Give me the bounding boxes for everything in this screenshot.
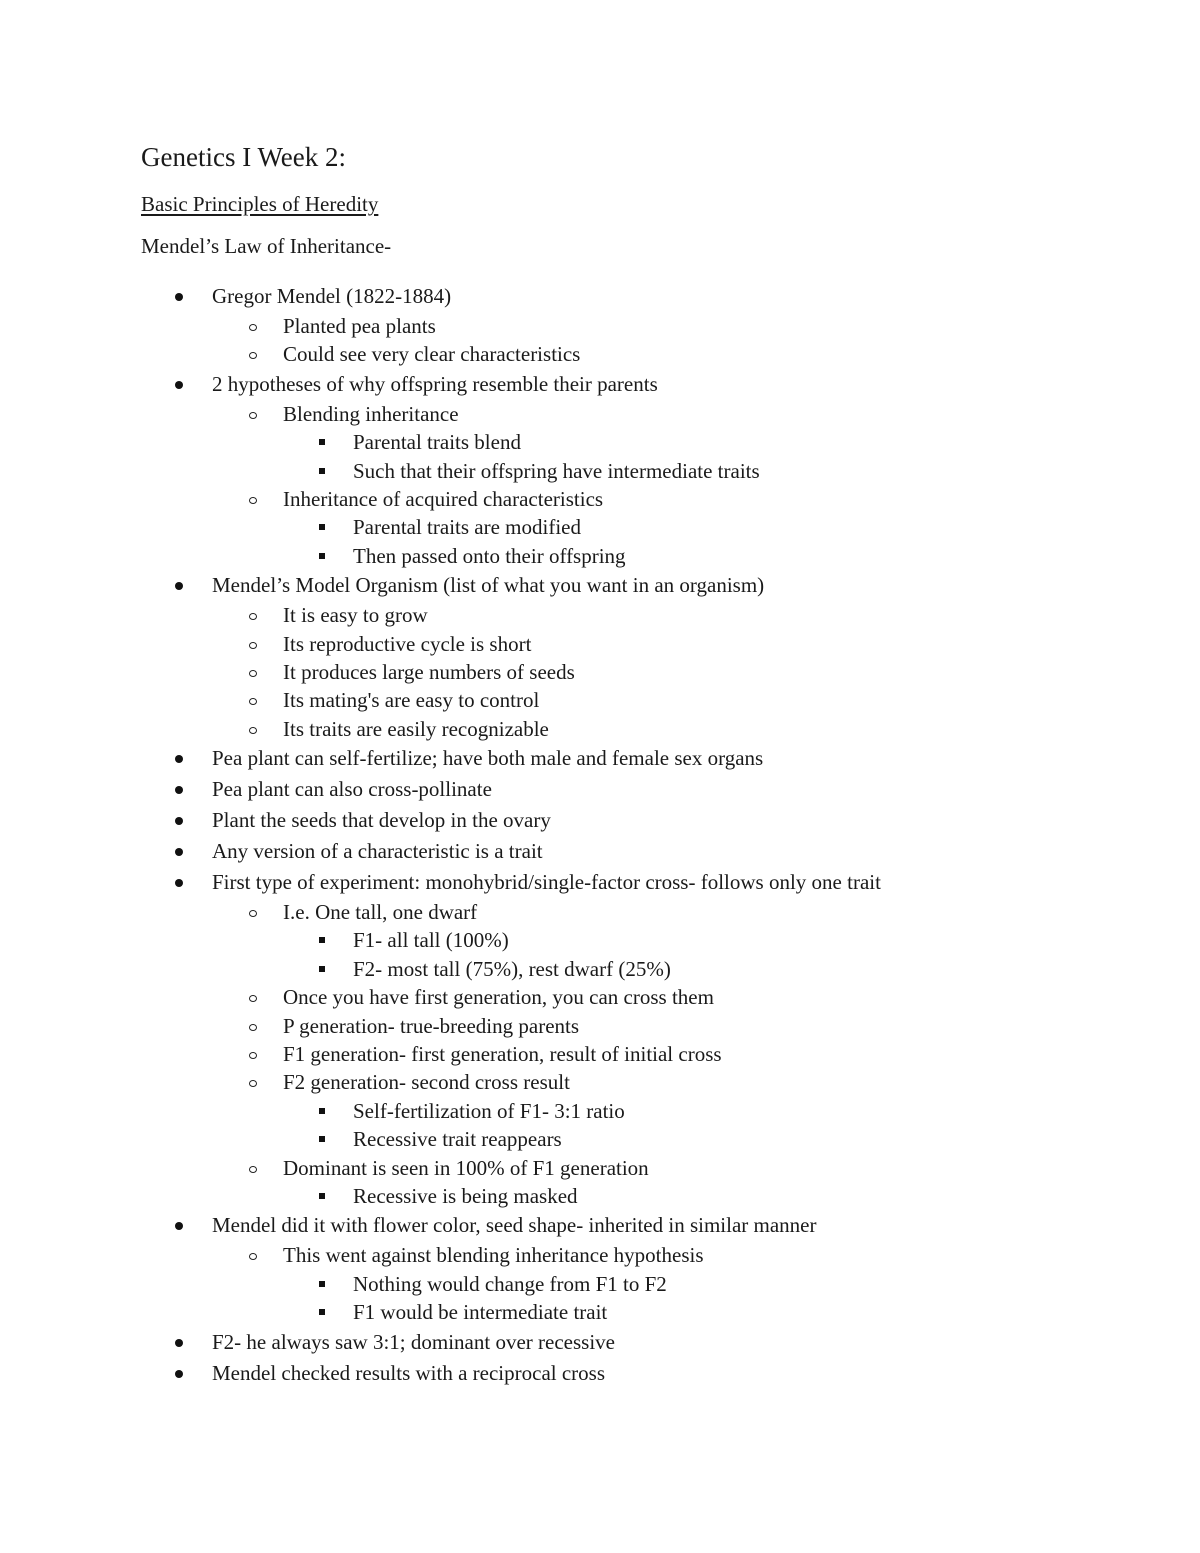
- bullet-circle-icon: [249, 910, 257, 917]
- bullet-circle-icon: [249, 995, 257, 1002]
- outline-item-level-2: [0, 658, 1200, 686]
- outline-item-level-3: [0, 1182, 1200, 1210]
- bullet-circle-icon: [249, 727, 257, 734]
- outline-item-level-2: [0, 312, 1200, 340]
- outline-item-level-1: [0, 1210, 1200, 1241]
- outline-item-level-2: [0, 898, 1200, 926]
- outline-item-level-3: [0, 513, 1200, 541]
- outline-item-text: F2 generation- second cross result: [283, 1070, 570, 1095]
- outline-item-level-1: [0, 1358, 1200, 1389]
- bullet-square-icon: [319, 1281, 325, 1287]
- bullet-disc-icon: [175, 1222, 183, 1230]
- outline-item-text: Parental traits blend: [353, 430, 521, 455]
- bullet-circle-icon: [249, 324, 257, 331]
- bullet-square-icon: [319, 524, 325, 530]
- bullet-square-icon: [319, 966, 325, 972]
- outline-item-level-2: [0, 1241, 1200, 1269]
- outline-item-level-2: [0, 340, 1200, 368]
- outline-item-text: It is easy to grow: [283, 603, 428, 628]
- bullet-circle-icon: [249, 1080, 257, 1087]
- outline-item-text: Parental traits are modified: [353, 515, 581, 540]
- bullet-circle-icon: [249, 1166, 257, 1173]
- outline-item-text: 2 hypotheses of why offspring resemble their parents: [212, 371, 658, 396]
- outline-item-text: F1 would be intermediate trait: [353, 1300, 608, 1325]
- bullet-disc-icon: [175, 582, 183, 590]
- outline-item-level-2: [0, 1068, 1200, 1096]
- outline-item-text: F1 generation- first generation, result of initial cross: [283, 1042, 722, 1067]
- bullet-circle-icon: [249, 412, 257, 419]
- outline-item-text: F2- most tall (75%), rest dwarf (25%): [353, 956, 671, 981]
- outline-item-level-3: [0, 926, 1200, 954]
- bullet-disc-icon: [175, 381, 183, 389]
- page-title: Genetics I Week 2:: [141, 142, 347, 172]
- outline-item-level-1: [0, 867, 1200, 898]
- bullet-square-icon: [319, 1193, 325, 1199]
- bullet-disc-icon: [175, 817, 183, 825]
- outline-item-text: I.e. One tall, one dwarf: [283, 900, 478, 925]
- bullet-circle-icon: [249, 1253, 257, 1260]
- bullet-outline: [0, 281, 1200, 1389]
- outline-item-level-2: [0, 1154, 1200, 1182]
- section-heading: Mendel’s Law of Inheritance-: [141, 234, 392, 258]
- outline-item-level-1: [0, 774, 1200, 805]
- outline-item-text: Blending inheritance: [283, 401, 459, 426]
- outline-item-level-2: [0, 1012, 1200, 1040]
- outline-item-level-1: [0, 281, 1200, 312]
- outline-item-level-3: [0, 457, 1200, 485]
- bullet-disc-icon: [175, 848, 183, 856]
- outline-item-level-2: [0, 601, 1200, 629]
- outline-item-level-1: [0, 836, 1200, 867]
- outline-item-text: Mendel checked results with a reciprocal cross: [212, 1360, 606, 1385]
- outline-item-level-3: [0, 1270, 1200, 1298]
- bullet-circle-icon: [249, 670, 257, 677]
- outline-item-text: Recessive trait reappears: [353, 1127, 562, 1152]
- outline-item-text: Planted pea plants: [283, 314, 436, 338]
- bullet-circle-icon: [249, 352, 257, 359]
- outline-item-text: P generation- true-breeding parents: [283, 1013, 580, 1038]
- bullet-square-icon: [319, 1309, 325, 1315]
- outline-item-level-1: [0, 1327, 1200, 1358]
- bullet-circle-icon: [249, 1024, 257, 1031]
- outline-item-level-2: [0, 630, 1200, 658]
- outline-item-level-3: [0, 1298, 1200, 1326]
- outline-item-level-2: [0, 400, 1200, 428]
- bullet-square-icon: [319, 439, 325, 445]
- outline-item-text: Mendel’s Model Organism (list of what you want in an organism): [212, 573, 765, 598]
- bullet-disc-icon: [175, 1339, 183, 1347]
- outline-item-level-2: [0, 983, 1200, 1011]
- bullet-square-icon: [319, 553, 325, 559]
- outline-item-text: This went against blending inheritance hypothesis: [283, 1243, 704, 1268]
- outline-item-text: Any version of a characteristic is a trait: [212, 839, 543, 864]
- outline-item-text: Pea plant can also cross-pollinate: [212, 777, 492, 802]
- outline-item-level-1: [0, 805, 1200, 836]
- outline-item-text: Once you have first generation, you can cross them: [283, 985, 714, 1010]
- outline-item-text: Nothing would change from F1 to F2: [353, 1271, 667, 1296]
- bullet-circle-icon: [249, 1052, 257, 1059]
- outline-item-text: Then passed onto their offspring: [353, 543, 626, 568]
- outline-item-text: First type of experiment: monohybrid/single-factor cross- follows only one trait: [212, 870, 881, 895]
- outline-item-text: Self-fertilization of F1- 3:1 ratio: [353, 1098, 625, 1123]
- outline-item-text: Mendel did it with flower color, seed shape- inherited in similar manner: [212, 1213, 817, 1238]
- outline-item-level-3: [0, 428, 1200, 456]
- bullet-circle-icon: [249, 613, 257, 620]
- bullet-square-icon: [319, 1108, 325, 1114]
- outline-item-level-1: [0, 743, 1200, 774]
- outline-item-level-2: [0, 715, 1200, 743]
- outline-item-text: Gregor Mendel (1822-1884): [212, 284, 452, 308]
- outline-item-text: Could see very clear characteristics: [283, 342, 581, 367]
- outline-item-text: Dominant is seen in 100% of F1 generation: [283, 1155, 649, 1180]
- outline-item-level-1: [0, 369, 1200, 400]
- section-subtitle: Basic Principles of Heredity: [141, 192, 379, 216]
- outline-item-text: Its reproductive cycle is short: [283, 631, 532, 656]
- outline-item-text: Such that their offspring have intermediate traits: [353, 458, 760, 483]
- outline-item-text: F2- he always saw 3:1; dominant over recessive: [212, 1329, 615, 1354]
- bullet-disc-icon: [175, 786, 183, 794]
- outline-item-level-3: [0, 1125, 1200, 1153]
- outline-item-text: Inheritance of acquired characteristics: [283, 486, 604, 511]
- outline-item-level-2: [0, 485, 1200, 513]
- bullet-circle-icon: [249, 698, 257, 705]
- outline-item-text: Pea plant can self-fertilize; have both male and female sex organs: [212, 746, 764, 771]
- bullet-disc-icon: [175, 1370, 183, 1378]
- outline-item-text: Recessive is being masked: [353, 1183, 578, 1208]
- outline-item-level-3: [0, 1097, 1200, 1125]
- bullet-disc-icon: [175, 879, 183, 887]
- outline-item-text: F1- all tall (100%): [353, 928, 509, 953]
- outline-item-level-3: [0, 955, 1200, 983]
- bullet-circle-icon: [249, 642, 257, 649]
- outline-item-text: Its mating's are easy to control: [283, 688, 540, 713]
- bullet-disc-icon: [175, 293, 183, 301]
- bullet-square-icon: [319, 937, 325, 943]
- outline-item-level-3: [0, 542, 1200, 570]
- bullet-circle-icon: [249, 497, 257, 504]
- bullet-square-icon: [319, 1136, 325, 1142]
- outline-item-level-1: [0, 570, 1200, 601]
- outline-item-text: It produces large numbers of seeds: [283, 659, 575, 684]
- outline-item-text: Its traits are easily recognizable: [283, 716, 549, 741]
- outline-item-level-2: [0, 686, 1200, 714]
- outline-item-text: Plant the seeds that develop in the ovary: [212, 808, 551, 833]
- bullet-square-icon: [319, 468, 325, 474]
- bullet-disc-icon: [175, 755, 183, 763]
- outline-item-level-2: [0, 1040, 1200, 1068]
